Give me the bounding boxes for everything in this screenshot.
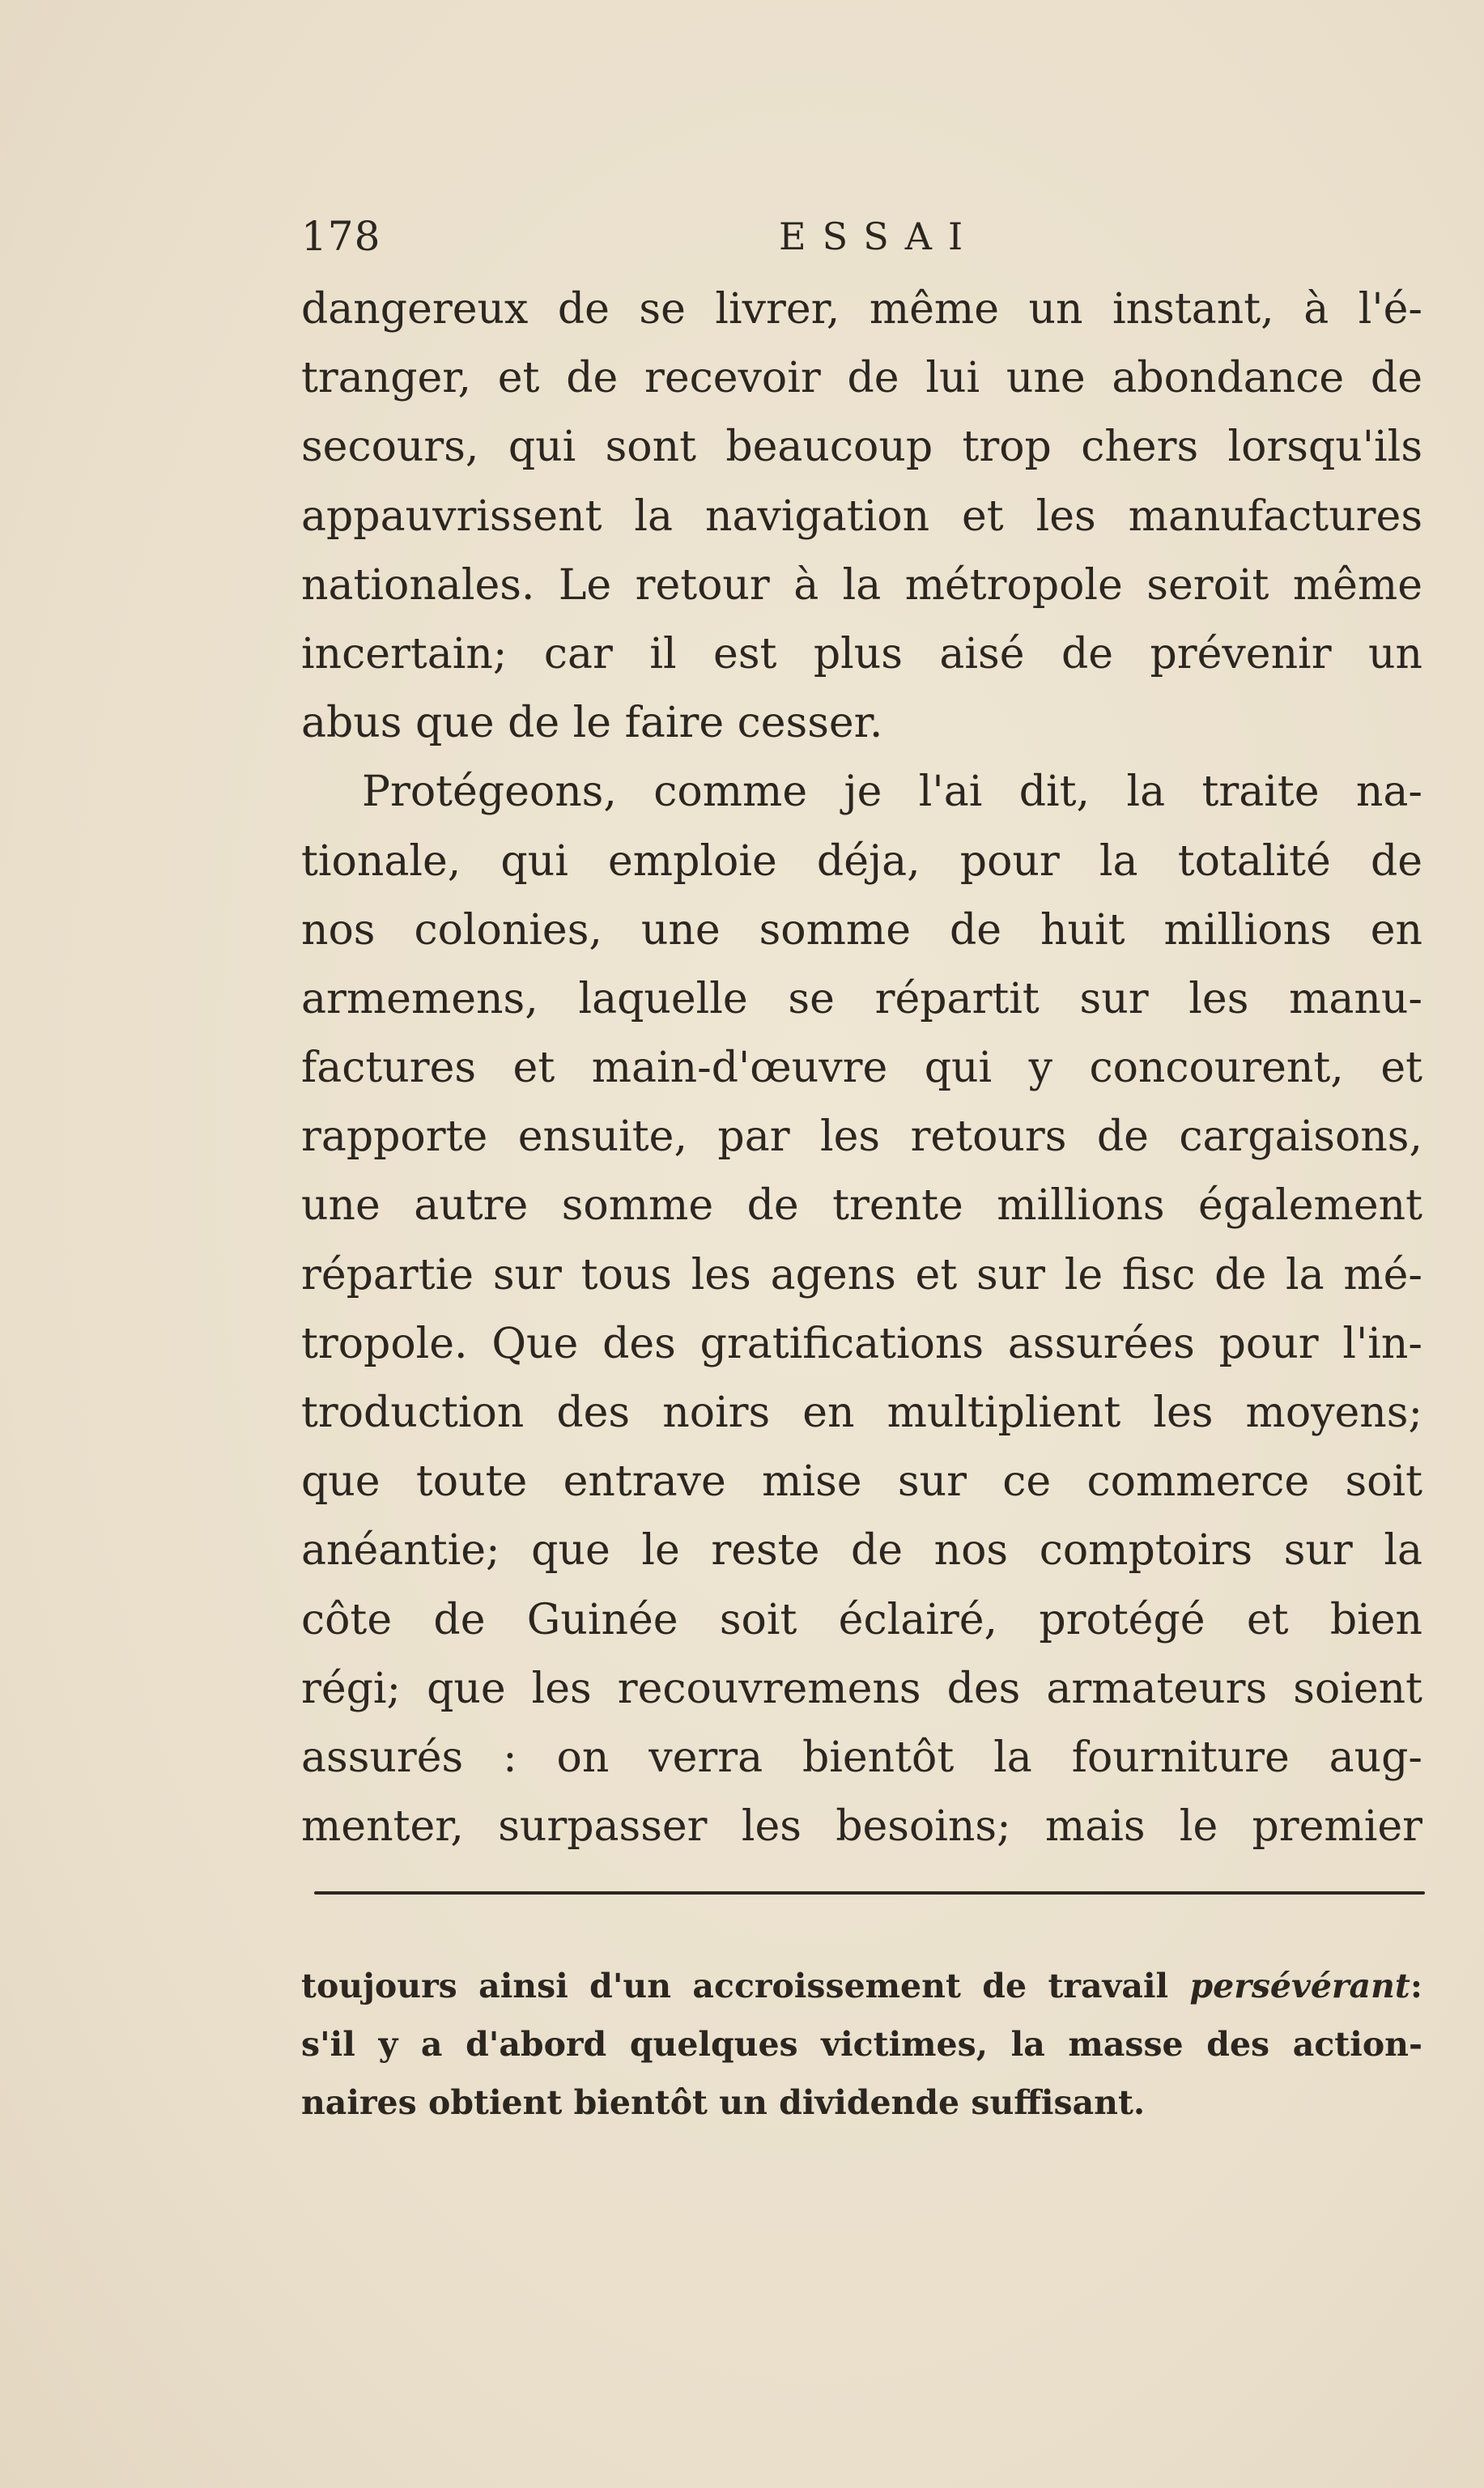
- text-line: Protégeons, comme je l'ai dit, la traite na-: [362, 768, 1422, 817]
- text-line: armemens, laquelle se répartit sur les manu-: [301, 974, 1422, 1023]
- text-line: appauvrissent la navigation et les manufactures: [301, 491, 1422, 541]
- text-line: factures et main-d'œuvre qui y concourent, et: [301, 1044, 1422, 1093]
- running-title: ESSAI: [779, 215, 980, 258]
- footnote-line: s'il y a d'abord quelques victimes, la masse des action-: [301, 2025, 1422, 2064]
- page-number: 178: [301, 213, 381, 260]
- text-line: secours, qui sont beaucoup trop chers lorsqu'ils: [301, 423, 1422, 472]
- text-line: tropole. Que des gratifications assurées pour l'in-: [301, 1319, 1422, 1368]
- page-header: [301, 204, 1418, 269]
- text-line: troduction des noirs en multiplient les moyens;: [301, 1389, 1422, 1437]
- footnote-punctuation: :: [1410, 1967, 1422, 2005]
- text-line: tionale, qui emploie déja, pour la totalité de: [301, 836, 1422, 886]
- footnote-rule: [314, 1891, 1425, 1895]
- text-line: assurés : on verra bientôt la fourniture aug-: [301, 1733, 1422, 1782]
- text-line: répartie sur tous les agens et sur le fisc de la mé-: [301, 1250, 1422, 1299]
- text-line: rapporte ensuite, par les retours de cargaisons,: [301, 1112, 1422, 1162]
- text-line: tranger, et de recevoir de lui une abondance de: [301, 354, 1422, 403]
- text-line: incertain; car il est plus aisé de prévenir un: [301, 629, 1422, 678]
- text-line: que toute entrave mise sur ce commerce soit: [301, 1457, 1422, 1507]
- text-line: régi; que les recouvremens des armateurs soient: [301, 1664, 1422, 1713]
- text-line: nationales. Le retour à la métropole seroit même: [301, 560, 1422, 610]
- footnote-line: [301, 1957, 1422, 2015]
- text-line: côte de Guinée soit éclairé, protégé et bien: [301, 1595, 1422, 1644]
- text-line: anéantie; que le reste de nos comptoirs sur la: [301, 1526, 1422, 1576]
- footnote-line: naires obtient bientôt un dividende suffisant.: [301, 2083, 1146, 2122]
- text-line: nos colonies, une somme de huit millions en: [301, 905, 1422, 955]
- text-line: dangereux de se livrer, même un instant, à l'é-: [301, 285, 1422, 334]
- text-line: une autre somme de trente millions également: [301, 1181, 1422, 1231]
- footnote-emphasis: persévérant: [1189, 1967, 1410, 2005]
- text-line: abus que de le faire cesser.: [301, 699, 883, 748]
- footnote-text: toujours ainsi d'un accroissement de travail: [301, 1967, 1190, 2005]
- footnote: [301, 1957, 1422, 2132]
- text-line: menter, surpasser les besoins; mais le premier: [301, 1802, 1422, 1852]
- body-text: [301, 275, 1422, 1861]
